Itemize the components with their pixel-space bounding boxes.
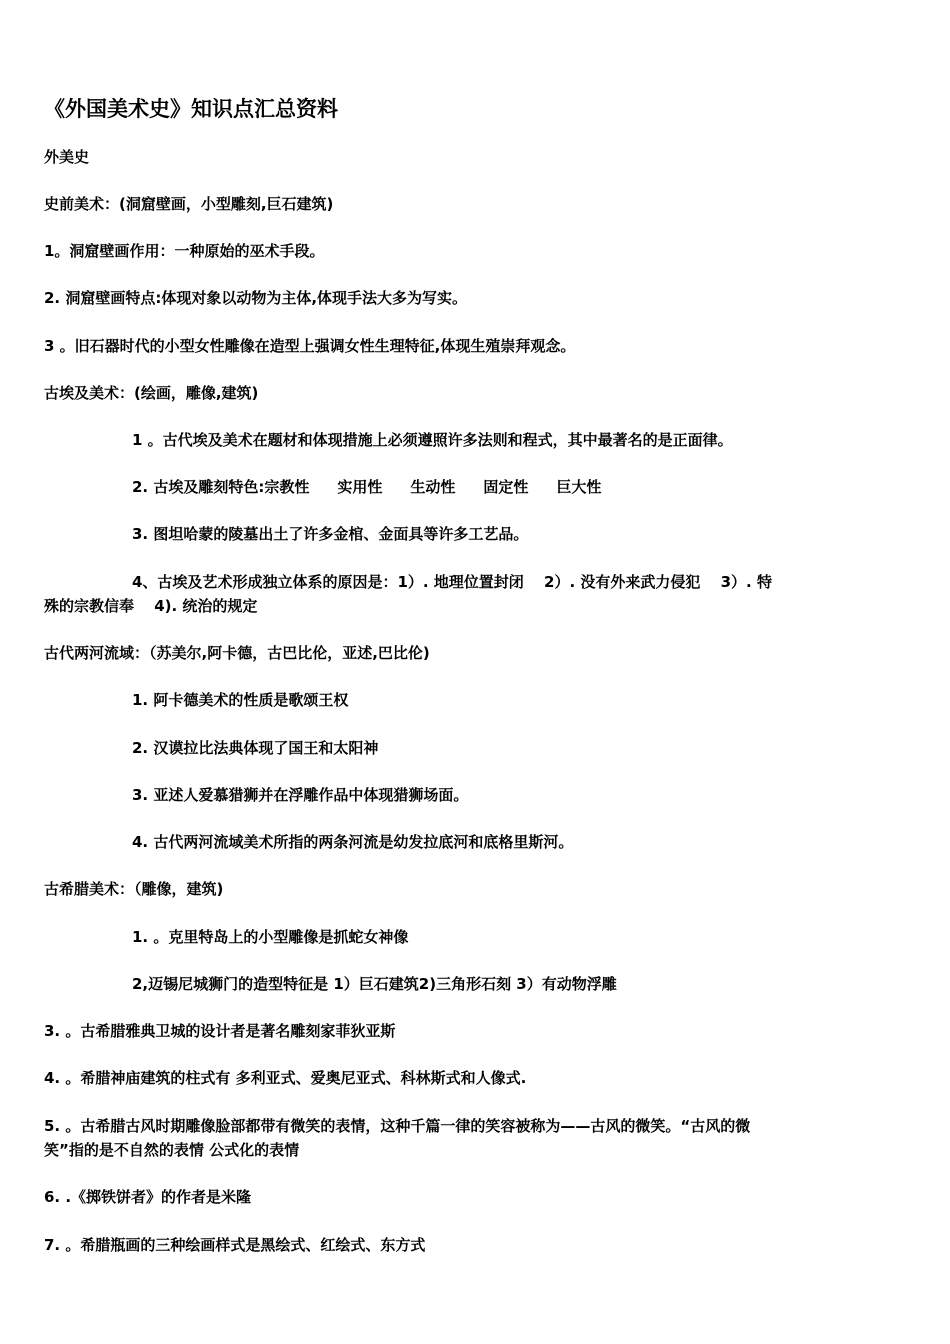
section-heading-prehistoric: 史前美术：(洞窟壁画，小型雕刻,巨石建筑) [44,195,334,213]
list-item: 3 。旧石器时代的小型女性雕像在造型上强调女性生理特征,体现生殖崇拜观念。 [44,337,576,355]
list-item: 4. 古代两河流域美术所指的两条河流是幼发拉底河和底格里斯河。 [132,833,574,851]
trait: 固定性 [483,478,529,496]
list-item-line: 殊的宗教信奉 4). 统治的规定 [44,597,258,615]
list-item-line: 笑”指的是不自然的表情 公式化的表情 [44,1141,300,1159]
section-heading-egypt: 古埃及美术：(绘画，雕像,建筑) [44,384,259,402]
list-item: 3. 图坦哈蒙的陵墓出土了许多金棺、金面具等许多工艺品。 [132,525,529,543]
traits-prefix: 2. 古埃及雕刻特色:宗教性 [132,478,310,496]
trait: 巨大性 [556,478,602,496]
list-item: 1。洞窟壁画作用：一种原始的巫术手段。 [44,242,325,260]
trait: 实用性 [337,478,383,496]
list-item: 2. 洞窟壁画特点:体现对象以动物为主体,体现手法大多为写实。 [44,289,468,307]
list-item: 2,迈锡尼城狮门的造型特征是 1）巨石建筑2)三角形石刻 3）有动物浮雕 [132,975,617,993]
list-item: 3. 。古希腊雅典卫城的设计者是著名雕刻家菲狄亚斯 [44,1022,396,1040]
list-item: 6. .《掷铁饼者》的作者是米隆 [44,1188,252,1206]
list-item-line: 4、古埃及艺术形成独立体系的原因是：1）. 地理位置封闭 2）. 没有外来武力侵犯 3）. 特 [132,573,772,591]
section-heading-greece: 古希腊美术：（雕像，建筑) [44,880,224,898]
document-subtitle: 外美史 [44,148,90,166]
list-item: 1. 。克里特岛上的小型雕像是抓蛇女神像 [132,928,409,946]
list-item: 3. 亚述人爱慕猎狮并在浮雕作品中体现猎狮场面。 [132,786,469,804]
list-item: 2. 汉谟拉比法典体现了国王和太阳神 [132,739,379,757]
document-title: 《外国美术史》知识点汇总资料 [44,97,338,121]
list-item: 1 。古代埃及美术在题材和体现措施上必须遵照许多法则和程式，其中最著名的是正面律。 [132,431,733,449]
list-item-line: 5. 。古希腊古风时期雕像脸部都带有微笑的表情，这种千篇一律的笑容被称为——古风的微笑。“古风的微 [44,1117,751,1135]
list-item-sculpture-traits [132,475,601,499]
trait: 生动性 [410,478,456,496]
list-item: 7. 。希腊瓶画的三种绘画样式是黑绘式、红绘式、东方式 [44,1236,426,1254]
list-item: 1. 阿卡德美术的性质是歌颂王权 [132,691,349,709]
list-item: 4. 。希腊神庙建筑的柱式有 多利亚式、爱奥尼亚式、科林斯式和人像式. [44,1069,527,1087]
section-heading-mesopotamia: 古代两河流域：（苏美尔,阿卡德，古巴比伦，亚述,巴比伦) [44,644,430,662]
